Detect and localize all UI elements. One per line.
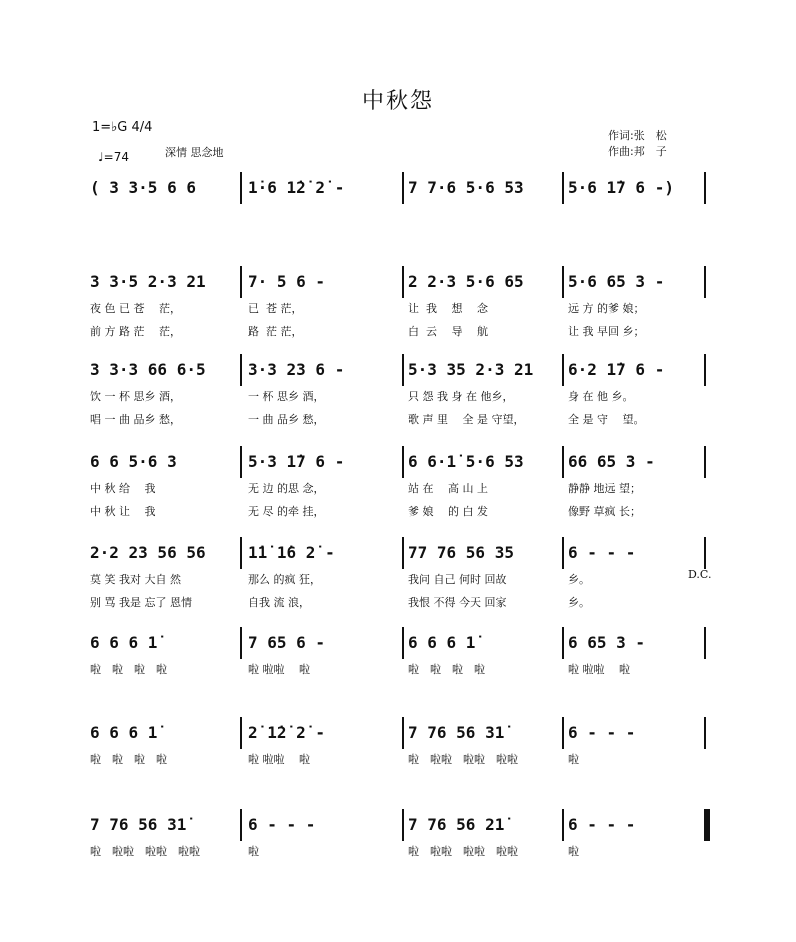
measure: 6 6·1̇ 5·6 53 [408,452,524,471]
measure: 1̇1̇ 1̇6 2̇ - [248,543,335,562]
bar-line [704,172,706,204]
notation-line [90,723,720,747]
lyric-text: 啦 啦啦 啦 [248,663,310,676]
measure: ( 3 3·5 6 6 [90,178,196,197]
bar-line [704,717,706,749]
score-row [90,815,720,858]
bar-line [240,446,242,478]
composer-credit: 作曲:邦 子 [608,145,667,158]
bar-line [704,354,706,386]
lyric-text: 别 骂 我是 忘了 恩情 [90,596,192,609]
key-signature: 1=♭G 4/4 [92,120,153,135]
lyric-text: 唱 一 曲 品乡 愁， [90,413,181,426]
score-row [90,178,720,202]
bar-line [240,809,242,841]
bar-line [402,172,404,204]
lyric-text: 白 云 导 航 [408,325,488,338]
measure: 6·2 1̇7 6 - [568,360,665,379]
lyric-text: 啦 啦啦 啦啦 啦啦 [90,845,200,858]
dc-mark: D.C. [688,568,712,581]
expression-mark: 深情 思念地 [165,146,224,159]
score-row [90,452,720,518]
measure: 1̇·6 1̇2̇ 2̇ - [248,178,345,197]
lyric-text: 啦 [568,753,579,766]
measure: 6 - - - [568,543,636,562]
bar-line [402,537,404,569]
lyric-text: 静静 地远 望； [568,482,641,495]
score-row [90,633,720,676]
lyric-text: 一 杯 思乡 酒， [248,390,325,403]
bar-line [562,354,564,386]
lyric-text: 爹 娘 的 白 发 [408,505,488,518]
lyric-text: 已 苍 茫， [248,302,303,315]
measure: 3 3·5 2·3 21 [90,272,206,291]
lyric-text: 乡。 [568,573,590,586]
lyric-text: 啦 [248,845,259,858]
bar-line [402,354,404,386]
bar-line [240,537,242,569]
lyric-text: 莫 笑 我对 大自 然 [90,573,181,586]
measure: 7 76 56 31̇ [408,723,505,742]
lyric-text: 啦 啦啦 啦 [248,753,310,766]
bar-line [562,266,564,298]
lyric-text: 那么 的疯 狂， [248,573,321,586]
lyric-text: 啦 啦 啦 啦 [408,663,485,676]
bar-line [562,537,564,569]
lyric-text: 饮 一 杯 思乡 酒， [90,390,181,403]
lyric-text: 无 边 的思 念， [248,482,325,495]
lyric-text: 啦 [568,845,579,858]
measure: 6 6 5·6 3 [90,452,177,471]
measure: 3·3 23 6 - [248,360,345,379]
measure: 2 2·3 5·6 65 [408,272,524,291]
bar-line [704,537,706,569]
bar-line [402,446,404,478]
notation-line [90,452,720,476]
measure: 7 65 6 - [248,633,326,652]
bar-line [562,717,564,749]
measure: 7 76 56 31̇ [90,815,187,834]
measure: 7 76 56 21̇ [408,815,505,834]
bar-line [562,446,564,478]
lyric-text: 中 秋 让 我 [90,505,156,518]
lyric-text: 啦 啦啦 啦 [568,663,630,676]
bar-line [402,627,404,659]
bar-line [562,627,564,659]
lyric-text: 我问 自己 何时 回故 [408,573,507,586]
bar-line [240,266,242,298]
bar-line [704,627,706,659]
measure: 2̇ 1̇2̇ 2̇ - [248,723,326,742]
lyric-text: 前 方 路 茫 茫， [90,325,181,338]
bar-line [402,717,404,749]
lyric-text: 让 我 想 念 [408,302,488,315]
bar-line [240,717,242,749]
final-bar-line [706,809,710,841]
measure: 6 - - - [248,815,316,834]
lyric-text: 远 方 的爹 娘； [568,302,645,315]
measure: 5·3 1̇7 6 - [248,452,345,471]
bar-line [240,627,242,659]
measure: 6 65 3 - [568,633,646,652]
measure: 6 - - - [568,815,636,834]
bar-line [402,266,404,298]
notation-line [90,633,720,657]
lyric-text: 乡。 [568,596,590,609]
lyric-text: 啦 啦啦 啦啦 啦啦 [408,845,518,858]
lyricist-credit: 作词:张 松 [608,129,667,142]
notation-line [90,815,720,839]
lyric-text: 像野 草疯 长； [568,505,641,518]
lyric-text: 我恨 不得 今天 回家 [408,596,507,609]
lyric-text: 自我 流 浪， [248,596,310,609]
score-row [90,360,720,426]
bar-line [704,266,706,298]
measure: 3 3·3 66 6·5 [90,360,206,379]
measure: 7· 5 6 - [248,272,326,291]
lyric-text: 无 尽 的牵 挂， [248,505,325,518]
notation-line [90,272,720,296]
measure: 7 7·6 5·6 53 [408,178,524,197]
score-row [90,272,720,338]
measure: 5·6 65 3 - [568,272,665,291]
measure: 6 - - - [568,723,636,742]
notation-line [90,543,720,567]
tempo-mark: ♩=74 [98,150,129,164]
measure: 77 76 56 35 [408,543,514,562]
measure: 6 6 6 1̇ [408,633,476,652]
lyric-text: 啦 啦 啦 啦 [90,663,167,676]
lyric-text: 全 是 守 望。 [568,413,645,426]
lyric-text: 中 秋 给 我 [90,482,156,495]
measure: 6 6 6 1̇ [90,723,158,742]
bar-line [562,172,564,204]
lyric-text: 身 在 他 乡。 [568,390,634,403]
bar-line [562,809,564,841]
notation-line [90,178,720,202]
bar-line [240,354,242,386]
lyric-text: 啦 啦 啦 啦 [90,753,167,766]
measure: 66 65 3 - [568,452,655,471]
page-title: 中秋怨 [361,89,434,114]
lyric-text: 夜 色 已 苍 茫， [90,302,181,315]
lyric-text: 啦 啦啦 啦啦 啦啦 [408,753,518,766]
score-row [90,723,720,766]
lyric-text: 让 我 早回 乡； [568,325,645,338]
lyric-text: 路 茫 茫， [248,325,303,338]
bar-line [704,446,706,478]
measure: 6 6 6 1̇ [90,633,158,652]
lyric-text: 站 在 高 山 上 [408,482,488,495]
bar-line [402,809,404,841]
lyric-text: 只 怨 我 身 在 他乡， [408,390,514,403]
measure: 5·3 35 2·3 21 [408,360,534,379]
measure: 2·2 23 56 56 [90,543,206,562]
bar-line [240,172,242,204]
measure: 5·6 1̇7 6 -) [568,178,674,197]
lyric-text: 歌 声 里 全 是 守望， [408,413,525,426]
lyric-text: 一 曲 品乡 愁， [248,413,325,426]
notation-line [90,360,720,384]
